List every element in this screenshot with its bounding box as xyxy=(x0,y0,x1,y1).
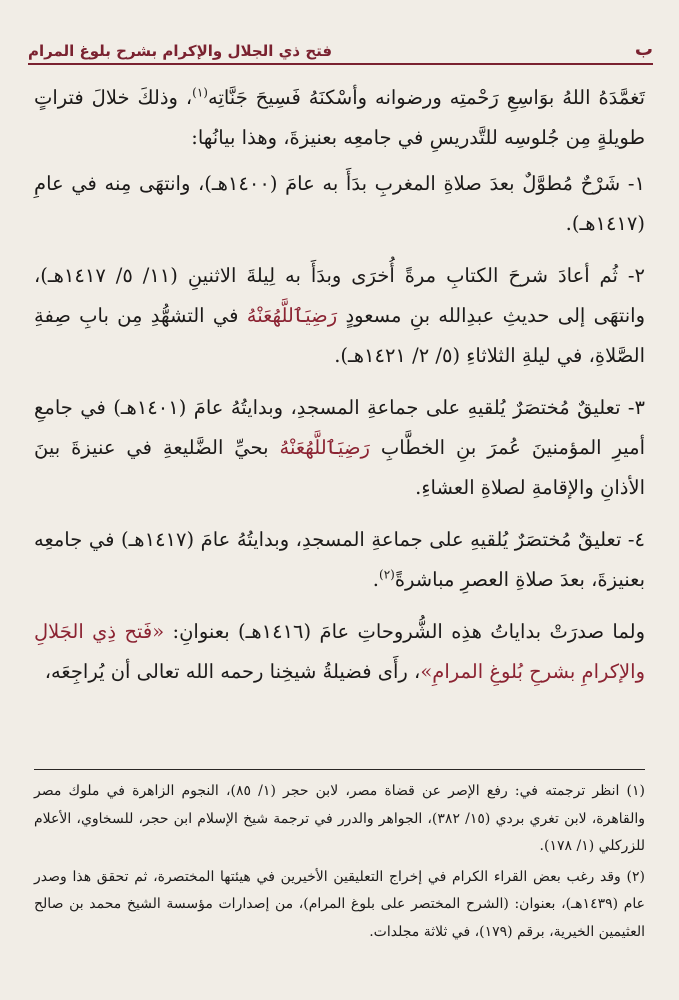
footnote-2: (٢) وقد رغب بعض القراء الكرام في إخراج التعليقين الأخيرين في هيئتها المختصرة، ثم تحقق هذا وصدر عام (١٤٣٩هـ)، بعنوان: (الشرح المختصر على بلوغ المرام)، من إصدارات مؤسسة الشيخ محمد بن صالح العثيمين الخيرية، برقم (١٧٩)، في ثلاثة مجلدات. xyxy=(34,868,646,940)
item3-text-2: بحيِّ الضَّليعةِ في عنيزةَ بينَ الأذانِ والإقامةِ لصلاةِ العشاءِ. xyxy=(34,436,645,499)
item4-text-2: . xyxy=(372,568,379,591)
closing-text-1: ولما صدرَتْ بداياتُ هذِه الشُّروحاتِ عامَ (١٤١٦هـ) بعنوانِ: xyxy=(164,620,645,643)
header-title: فتح ذي الجلال والإكرام بشرح بلوغ المرام xyxy=(28,42,333,60)
footnotes xyxy=(34,778,645,949)
closing-text-2: ، رأَى فضيلةُ شيخِنا رحمه الله تعالى أن يُراجِعَه، xyxy=(44,660,421,683)
header-rule xyxy=(28,63,653,65)
item2-text-2: في التشهُّدِ مِن بابِ صِفةِ الصَّلاةِ، في ليلةِ الثلاثاءِ (٥/ ٢/ ١٤٢١هـ). xyxy=(34,304,645,367)
intro-paragraph xyxy=(34,78,645,158)
footnote-ref-2: (٢) xyxy=(379,567,395,582)
item3-text-1: ٣- تعليقٌ مُختصَرٌ يُلقيهِ على جماعةِ المسجدِ، وبدايتُهُ عامَ (١٤٠١هـ) في جامعِ أميرِ المؤمنينَ عُمرَ بنِ الخطَّابِ xyxy=(34,396,646,459)
list-item-3 xyxy=(34,388,645,508)
honorific-2: رَضِيَٱللَّهُعَنْهُ xyxy=(279,436,370,459)
list-item-4 xyxy=(34,520,645,600)
main-text xyxy=(34,78,645,704)
item2-text-1: ٢- ثُم أعادَ شرحَ الكتابِ مرةً أُخرَى وبدَأَ به لِيلةَ الاثنينِ (١١/ ٥/ ١٤١٧هـ)، وانتهَى إلى حديثِ عبدِالله بنِ مسعودٍ xyxy=(34,264,645,327)
list-item-1: ١- شَرْحٌ مُطوَّلٌ بعدَ صلاةِ المغربِ بدَأَ به عامَ (١٤٠٠هـ)، وانتهَى مِنه في عامِ (١٤١٧هـ). xyxy=(34,172,645,235)
book-title-mention: «فَتح ذِي الجَلالِ والإكرامِ بشرحِ بُلوغِ المرامِ» xyxy=(34,620,645,683)
intro-text-2: ، وذلكَ خلالَ فتراتٍ طويلةٍ مِن جُلوسِه للتَّدريسِ في جامعِه بعنيزةَ، وهذا بيانُها: xyxy=(34,86,645,149)
footnote-1: (١) انظر ترجمته في: رفع الإصر عن قضاة مصر، لابن حجر (١/ ٨٥)، النجوم الزاهرة في ملوك مصر والقاهرة، لابن تغري بردي (١٥/ ٣٨٢)، الجواهر والدرر في ترجمة شيخ الإسلام ابن حجر، للسخاوي، الأعلام للزركلي (١/ ١٧٨). xyxy=(34,783,646,854)
closing-paragraph xyxy=(34,612,645,692)
honorific-1: رَضِيَٱللَّهُعَنْهُ xyxy=(246,304,338,327)
item4-text-1: ٤- تعليقٌ مُختصَرٌ يُلقيهِ على جماعةِ المسجدِ، وبدايتُهُ عامَ (١٤١٧هـ) في جامعِه بعنيزةَ، بعدَ صلاةِ العصرِ مباشرةً xyxy=(34,528,645,591)
intro-text-1: تَغمَّدَهُ اللهُ بوَاسِعِ رَحْمتِه ورضوانه وأسْكنَهُ فَسِيحَ جَنَّاتِه xyxy=(207,86,646,109)
list-item-2 xyxy=(34,256,645,376)
running-header xyxy=(28,34,653,60)
footnote-ref-1: (١) xyxy=(192,85,208,100)
footnotes-rule xyxy=(34,769,645,770)
header-page-letter: ب xyxy=(634,39,653,60)
